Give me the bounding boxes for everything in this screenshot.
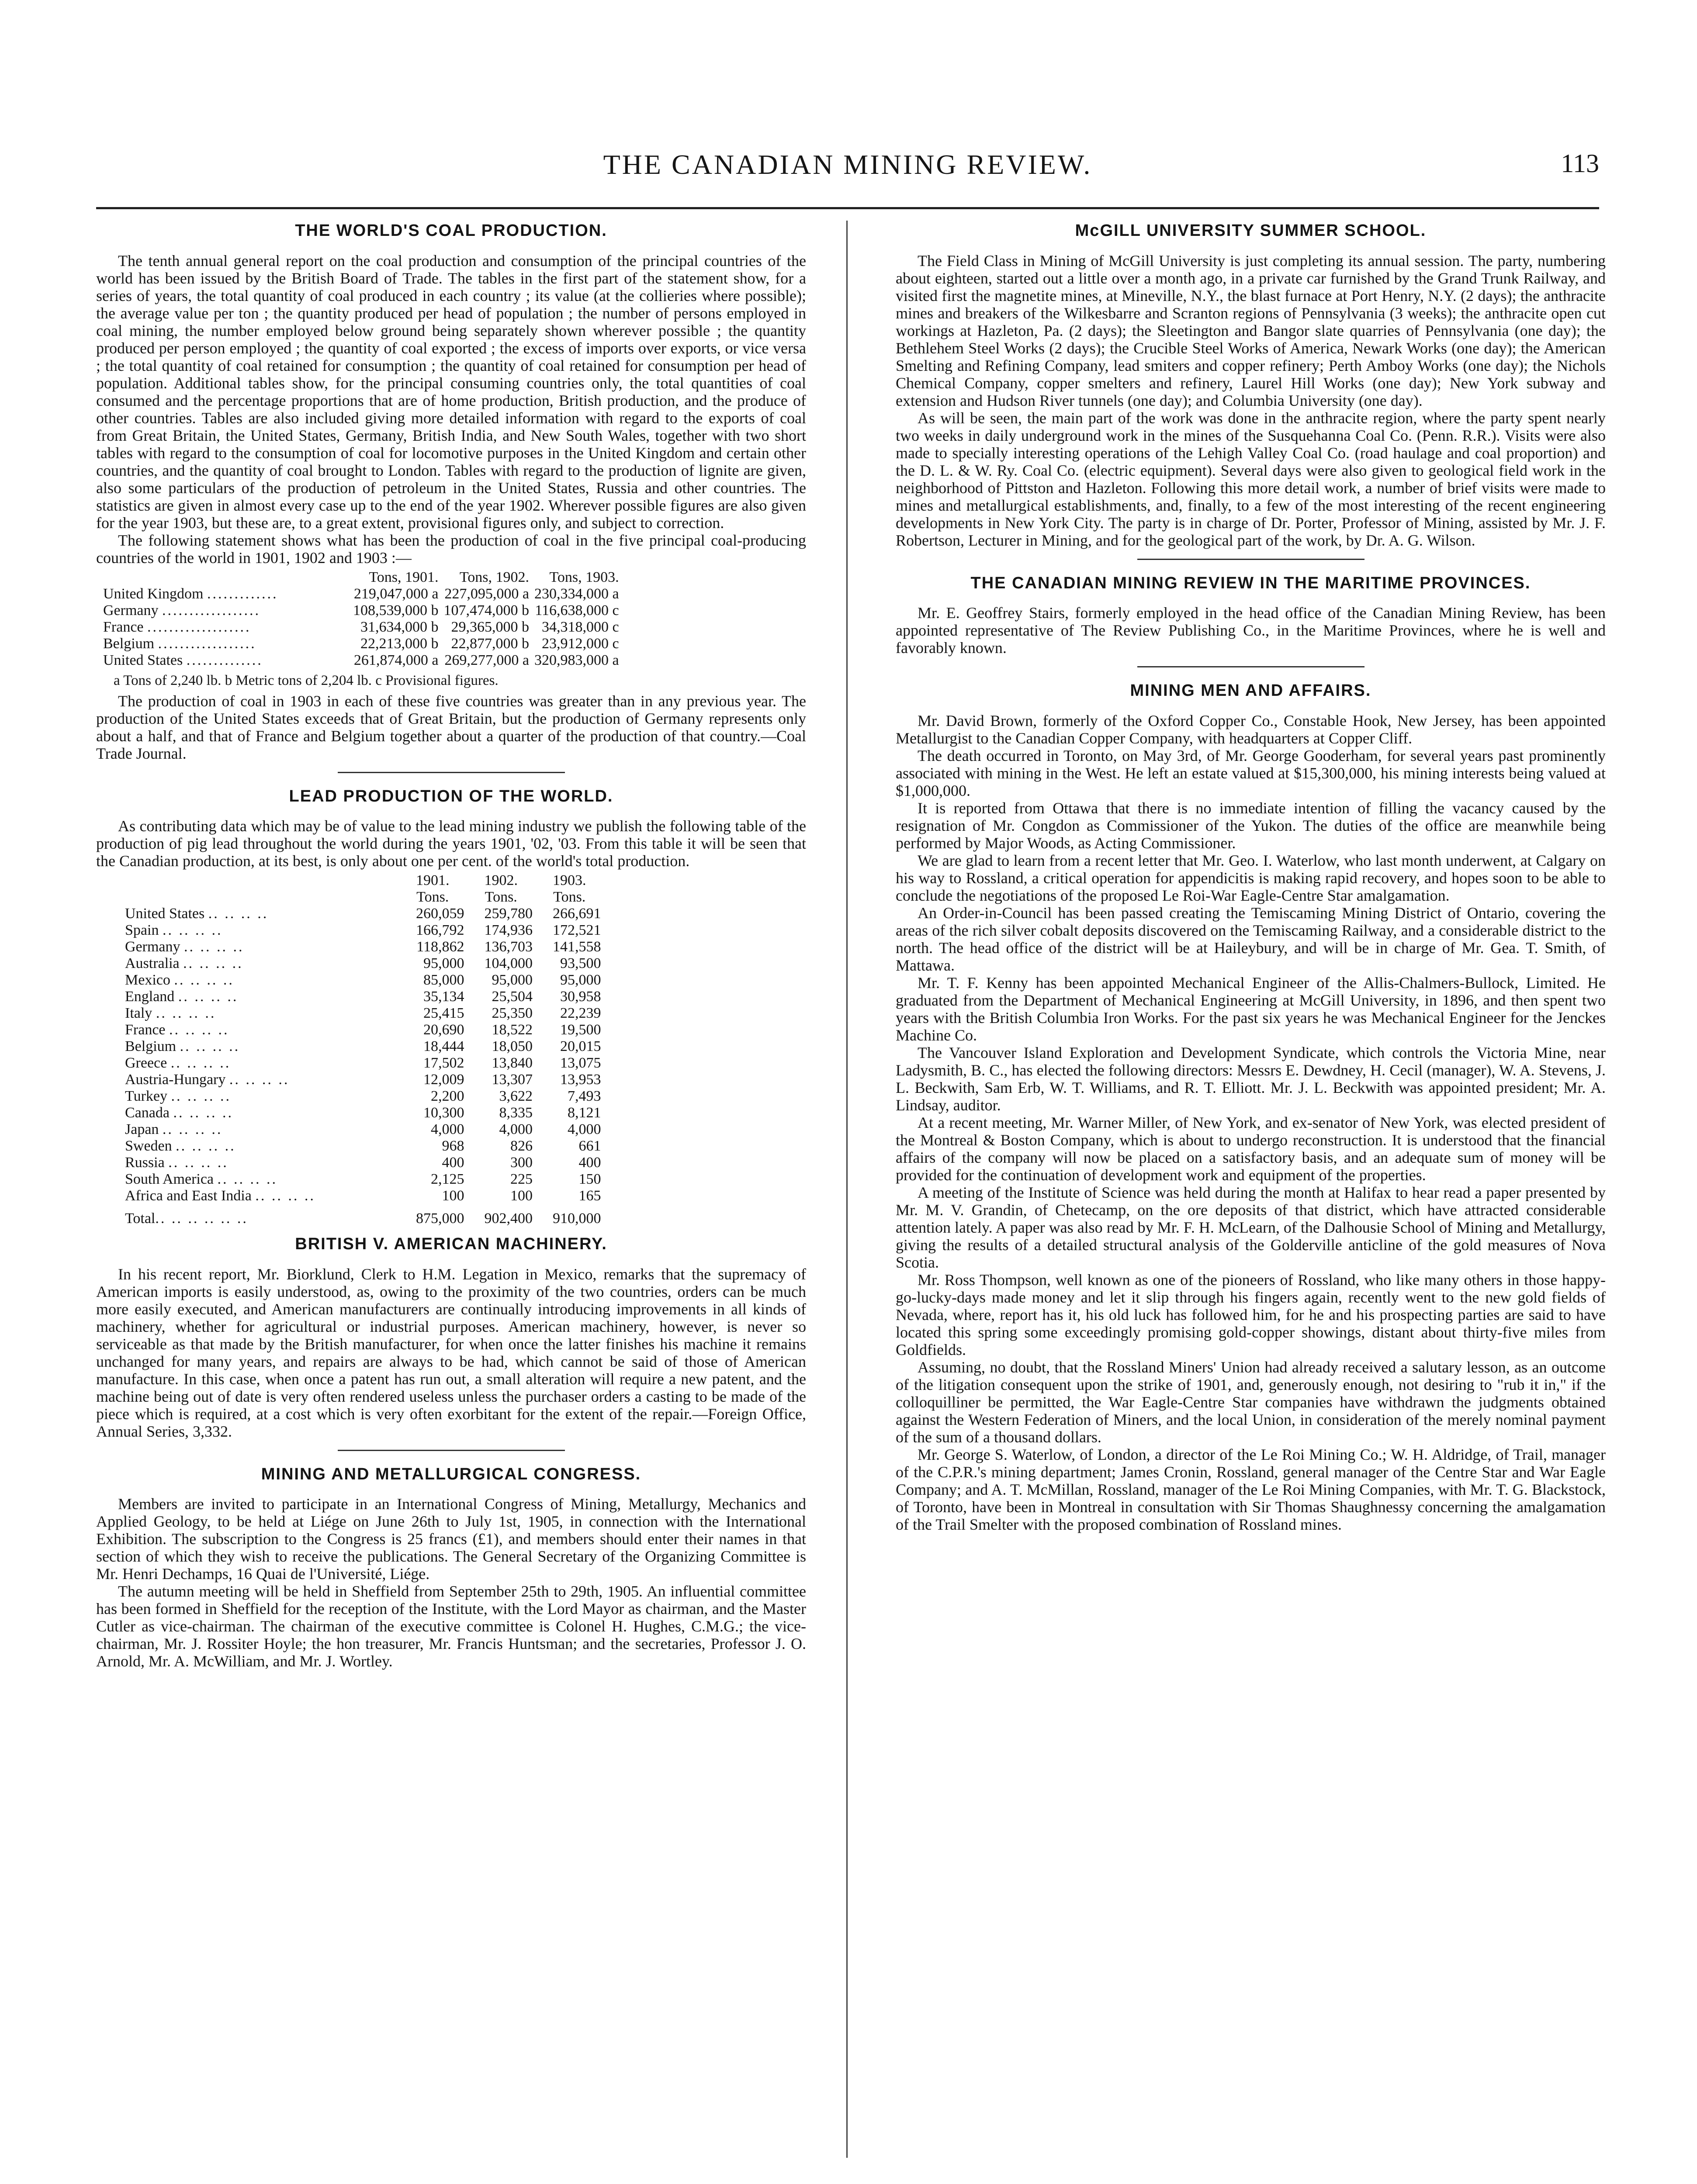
country-cell: France ................... xyxy=(103,619,251,635)
value-cell: 259,780 xyxy=(484,905,533,922)
article-mining-congress xyxy=(96,1464,806,1670)
table-row xyxy=(100,619,622,636)
country-cell: Sweden .. .. .. .. xyxy=(125,1138,236,1154)
value-cell: 8,121 xyxy=(568,1105,601,1121)
value-cell: 910,000 xyxy=(553,1210,601,1227)
paragraph: An Order-in-Council has been passed creating the Temiscaming Mining District of Ontario, covering the areas of the rich silver cobalt deposits discovered on the Temiscaming Railway, and a considerable district to the north. The head office of the district will be at Haileybury, and will be in charge of Mr. Gea. T. Smith, of Mattawa. xyxy=(896,904,1606,974)
article-title: McGILL UNIVERSITY SUMMER SCHOOL. xyxy=(1075,221,1427,240)
value-cell: 31,634,000 b xyxy=(360,619,439,635)
value-cell: 4,000 xyxy=(568,1121,601,1137)
country-cell: Germany .. .. .. .. xyxy=(125,939,244,955)
paragraph: At a recent meeting, Mr. Warner Miller, of New York, and ex-senator of New York, was elected president of the Montreal & Boston Company, which is about to undergo reconstruction. It is understood that the financial affairs of the company will now be placed on a satisfactory basis, and an adequate sum of money will be provided for the continuation of development work and equipment of the properties. xyxy=(896,1113,1606,1184)
table-header-cell: Tons. xyxy=(485,889,517,905)
table-row xyxy=(122,955,604,972)
value-cell: 174,936 xyxy=(484,922,533,938)
country-cell: Mexico .. .. .. .. xyxy=(125,972,234,988)
country-cell: Spain .. .. .. .. xyxy=(125,922,223,938)
value-cell: 12,009 xyxy=(423,1071,464,1088)
country-cell: Belgium .. .. .. .. xyxy=(125,1038,240,1054)
lead-table-body xyxy=(122,905,604,1204)
country-cell: France .. .. .. .. xyxy=(125,1022,229,1038)
value-cell: 172,521 xyxy=(553,922,601,938)
country-cell: Australia .. .. .. .. xyxy=(125,955,243,971)
value-cell: 10,300 xyxy=(423,1105,464,1121)
value-cell: 141,558 xyxy=(553,939,601,955)
paragraph: Mr. T. F. Kenny has been appointed Mechanical Engineer of the Allis-Chalmers-Bullock, Limited. He graduated from the Department of Mechanical Engineering at McGill University, in 1896, and then spent two years with the British Columbia Iron Works. For the past six years he was Mechanical Engineer for the Jenckes Machine Co. xyxy=(896,974,1606,1044)
value-cell: 902,400 xyxy=(484,1210,533,1227)
country-cell: Total.. .. .. .. .. .. xyxy=(125,1210,248,1227)
article-title: BRITISH V. AMERICAN MACHINERY. xyxy=(295,1235,607,1253)
value-cell: 8,335 xyxy=(499,1105,533,1121)
paragraph: A meeting of the Institute of Science was held during the month at Halifax to hear read a paper presented by Mr. M. V. Grandin, of Chetecamp, on the ore deposits of that district, which have attracted considerable attention lately. A paper was also read by Mr. F. H. McLearn, of the Dalhousie School of Mining and Metallurgy, giving the results of a detailed structural analysis of the Golderville anticline of the gold measures of Nova Scotia. xyxy=(896,1183,1606,1271)
table-header-cell xyxy=(122,889,398,905)
table-row xyxy=(122,939,604,955)
paragraph: Mr. George S. Waterlow, of London, a director of the Le Roi Mining Co.; W. H. Aldridge, of Trail, manager of the C.P.R.'s mining department; James Cronin, Rossland, general manager of the Centre Star and War Eagle Company; and A. T. McMillan, Rossland, manager of the Le Roi Mining Companies, with Mr. T. G. Blackstock, of Toronto, have been in Montreal in consultation with Sir Thomas Shaughnessy concerning the amalgamation of the Trail Smelter with the proposed combination of Rossland mines. xyxy=(896,1445,1606,1533)
country-cell: Austria-Hungary .. .. .. .. xyxy=(125,1071,290,1088)
value-cell: 136,703 xyxy=(484,939,533,955)
value-cell: 25,504 xyxy=(492,988,533,1005)
article-title: LEAD PRODUCTION OF THE WORLD. xyxy=(289,787,613,805)
paragraph: In his recent report, Mr. Biorklund, Clerk to H.M. Legation in Mexico, remarks that the supremacy of American imports is easily understood, as, owing to the proximity of the two countries, orders can be much more easily executed, and American manufacturers are continually introducing improvements in all kinds of machinery, whether for agricultural or industrial purposes. American machinery, however, is never so serviceable as that made by the British manufacturer, for when once the latter finishes his machine it remains unchanged for many years, and repairs are always to be had, which cannot be said of those of American manufacture. In this case, when once a patent has run out, a small alteration will require a new patent, and the machine being out of date is very often rendered useless unless the purchaser orders a casting to be made of the piece which is required, at a cost which is very often exorbitant for the extent of the repair.—Foreign Office, Annual Series, 3,332. xyxy=(96,1265,806,1440)
country-cell: United States .............. xyxy=(103,652,263,668)
table-row xyxy=(100,652,622,669)
value-cell: 100 xyxy=(510,1188,533,1204)
country-cell: Belgium .................. xyxy=(103,635,256,652)
paragraph: We are glad to learn from a recent letter that Mr. Geo. I. Waterlow, who last month underwent, at Calgary on his way to Rossland, a critical operation for appendicitis is making rapid recovery, and hopes soon to be able to conclude the negotiations of the proposed Le Roi-War Eagle-Centre Star amalgamation. xyxy=(896,851,1606,904)
table-row xyxy=(122,988,604,1005)
article-mining-men-affairs xyxy=(896,681,1606,1533)
value-cell: 166,792 xyxy=(416,922,464,938)
value-cell: 107,474,000 b xyxy=(443,602,529,619)
paragraph: Assuming, no doubt, that the Rossland Miners' Union had already received a salutary lesson, as an outcome of the litigation consequent upon the strike of 1901, and, generously enough, not desiring to "rub it in," if the colloquilliner be permitted, the War Eagle-Centre Star companies have withdrawn the judgments obtained against the Western Federation of Miners, and the local Union, in consideration of the merely nominal payment of the sum of a thousand dollars. xyxy=(896,1358,1606,1446)
country-cell: Greece .. .. .. .. xyxy=(125,1055,231,1071)
value-cell: 826 xyxy=(510,1138,533,1154)
value-cell: 22,877,000 b xyxy=(451,635,529,652)
table-row xyxy=(122,1154,604,1171)
value-cell: 100 xyxy=(442,1188,464,1204)
paragraph: As contributing data which may be of value to the lead mining industry we publish the following table of the production of pig lead throughout the world during the years 1901, '02, '03. From this table it will be seen that the Canadian production, at its best, is only about one per cent. of the world's total production. xyxy=(96,817,806,870)
table-row xyxy=(122,1188,604,1204)
header-rule xyxy=(96,207,1599,209)
table-header-cell: Tons, 1903. xyxy=(549,569,619,585)
table-header-cell: Tons. xyxy=(553,889,586,905)
value-cell: 25,415 xyxy=(423,1005,464,1021)
value-cell: 150 xyxy=(578,1171,601,1187)
value-cell: 108,539,000 b xyxy=(353,602,439,619)
value-cell: 227,095,000 a xyxy=(444,585,529,602)
table-row xyxy=(122,1005,604,1022)
value-cell: 85,000 xyxy=(423,972,464,988)
table-header-cell: 1901. xyxy=(416,872,450,888)
paragraph: The following statement shows what has been the production of coal in the five principal coal-producing countries of the world in 1901, 1902 and 1903 :— xyxy=(96,531,806,567)
value-cell: 400 xyxy=(442,1154,464,1171)
article-coal-production xyxy=(96,221,806,762)
table-header-row xyxy=(100,569,622,586)
value-cell: 13,307 xyxy=(492,1071,533,1088)
table-row xyxy=(122,905,604,922)
table-header-cell: 1903. xyxy=(553,872,586,888)
table-header-cell xyxy=(122,872,398,889)
value-cell: 400 xyxy=(578,1154,601,1171)
country-cell: Turkey .. .. .. .. xyxy=(125,1088,231,1104)
right-column xyxy=(896,221,1606,1538)
value-cell: 29,365,000 b xyxy=(451,619,529,635)
country-cell: Germany .................. xyxy=(103,602,261,619)
paragraph: Mr. Ross Thompson, well known as one of the pioneers of Rossland, who like many others in those happy-go-lucky-days made money and let it slip through his fingers again, recently went to the new gold fields of Nevada, where, report has it, his old luck has followed him, for he and his prospecting parties are said to have located this spring some exceedingly promising gold-copper showings, distant about thirty-five miles from Goldfields. xyxy=(896,1271,1606,1358)
value-cell: 22,239 xyxy=(560,1005,601,1021)
paragraph: The Vancouver Island Exploration and Development Syndicate, which controls the Victoria Mine, near Ladysmith, B. C., has elected the following directors: Messrs E. Dewdney, H. Cecil (manager), W. A. Stevens, J. L. Beckwith, Sam Erb, W. T. Williams, and R. T. Elliott. Mr. J. L. Beckwith was appointed president; Mr. A. Lindsay, auditor. xyxy=(896,1044,1606,1114)
table-row xyxy=(122,1138,604,1154)
value-cell: 20,015 xyxy=(560,1038,601,1054)
table-row xyxy=(122,1055,604,1071)
value-cell: 95,000 xyxy=(423,955,464,971)
country-cell: Africa and East India .. .. .. .. xyxy=(125,1188,315,1204)
country-cell: South America .. .. .. .. xyxy=(125,1171,278,1187)
value-cell: 35,134 xyxy=(423,988,464,1005)
value-cell: 93,500 xyxy=(560,955,601,971)
value-cell: 23,912,000 c xyxy=(542,635,619,652)
value-cell: 18,444 xyxy=(423,1038,464,1054)
value-cell: 95,000 xyxy=(560,972,601,988)
article-review-maritime xyxy=(896,573,1606,657)
paragraph: Members are invited to participate in an International Congress of Mining, Metallurgy, Mechanics and Applied Geology, to be held at Liége on June 26th to July 1st, 1905, in connection with the International Exhibition. The subscription to the Congress is 25 francs (£1), and members should enter their names in that section of which they wish to receive the publications. The General Secretary of the Organizing Committee is Mr. Henri Dechamps, 16 Quai de l'Université, Liége. xyxy=(96,1495,806,1583)
country-cell: Italy .. .. .. .. xyxy=(125,1005,216,1021)
value-cell: 661 xyxy=(578,1138,601,1154)
article-title: MINING MEN AND AFFAIRS. xyxy=(1130,681,1371,700)
table-header-row xyxy=(122,872,604,889)
table-header-cell xyxy=(100,569,350,586)
article-mcgill-summer-school xyxy=(896,221,1606,549)
table-row xyxy=(122,922,604,939)
value-cell: 104,000 xyxy=(484,955,533,971)
value-cell: 300 xyxy=(510,1154,533,1171)
paragraph: As will be seen, the main part of the work was done in the anthracite region, where the party spent nearly two weeks in daily underground work in the mines of the Susquehanna Coal Co. (Penn. R.R.). Visits were also made to specially interesting operations of the Lehigh Valley Coal Co. (road haulage and coal proportion) and the D. L. & W. Ry. Coal Co. (electric equipment). Several days were also given to geological field work in the neighborhood of Pittston and Hazleton. Following this more detail work, a number of brief visits were made to mines and metallurgical establishments, and, finally, to a few of the most interesting of the recent engineering developments in New York City. The party is in charge of Dr. Porter, Professor of Mining, assisted by Mr. J. F. Robertson, Lecturer in Mining, and for the geological part of the work, by Dr. A. G. Wilson. xyxy=(896,409,1606,549)
country-cell: Russia .. .. .. .. xyxy=(125,1154,229,1171)
value-cell: 320,983,000 a xyxy=(534,652,619,668)
value-cell: 3,622 xyxy=(499,1088,533,1104)
value-cell: 875,000 xyxy=(416,1210,464,1227)
table-row xyxy=(122,1105,604,1121)
value-cell: 4,000 xyxy=(431,1121,464,1137)
value-cell: 20,690 xyxy=(423,1022,464,1038)
value-cell: 219,047,000 a xyxy=(353,585,439,602)
value-cell: 2,200 xyxy=(431,1088,464,1104)
paragraph: It is reported from Ottawa that there is no immediate intention of filling the vacancy caused by the resignation of Mr. Congdon as Commissioner of the Yukon. The duties of the office are meanwhile being performed by Major Woods, as Acting Commissioner. xyxy=(896,799,1606,852)
table-header-row xyxy=(122,889,604,905)
article-title: THE WORLD'S COAL PRODUCTION. xyxy=(295,221,607,240)
section-separator xyxy=(1137,666,1365,667)
section-separator xyxy=(1137,559,1365,560)
value-cell: 30,958 xyxy=(560,988,601,1005)
value-cell: 7,493 xyxy=(568,1088,601,1104)
table-row xyxy=(122,1171,604,1188)
table-header-cell: Tons, 1901. xyxy=(369,569,439,585)
country-cell: England .. .. .. .. xyxy=(125,988,239,1005)
value-cell: 13,075 xyxy=(560,1055,601,1071)
value-cell: 2,125 xyxy=(431,1171,464,1187)
section-separator xyxy=(338,772,565,773)
country-cell: Canada .. .. .. .. xyxy=(125,1105,233,1121)
article-title: THE CANADIAN MINING REVIEW IN THE MARITIME PROVINCES. xyxy=(970,574,1531,592)
country-cell: United Kingdom ............. xyxy=(103,585,278,602)
value-cell: 4,000 xyxy=(499,1121,533,1137)
table-header-cell: 1902. xyxy=(484,872,518,888)
value-cell: 118,862 xyxy=(416,939,464,955)
table-row xyxy=(100,586,622,602)
table-row xyxy=(122,1121,604,1138)
table-row xyxy=(122,972,604,988)
paragraph: Mr. David Brown, formerly of the Oxford Copper Co., Constable Hook, New Jersey, has been appointed Metallurgist to the Canadian Copper Company, with headquarters at Copper Cliff. xyxy=(896,712,1606,747)
paragraph: The tenth annual general report on the coal production and consumption of the principal countries of the world has been issued by the British Board of Trade. The tables in the first part of the statement show, for a series of years, the total quantity of coal produced in each country ; its value (at the collieries where possible); the average value per ton ; the quantity produced per head of population ; the number of persons employed in coal mining, the number employed below ground being separately shown wherever possible ; the quantity produced per person employed ; the quantity of coal exported ; the excess of imports over exports, or vice versa ; the total quantity of coal retained for consumption ; the quantity of coal retained for consumption per head of population. Additional tables show, for the principal consuming countries only, the total quantities of coal consumed and the percentage proportions that are of home production, British production, and the produce of other countries. Tables are also included giving more detailed information with regard to the exports of coal from Great Britain, the United States, Germany, British India, and New South Wales, together with two short tables with regard to the consumption of coal for locomotive purposes in the United Kingdom and certain other countries, and the quantity of coal brought to London. Tables with regard to the production of lignite are given, also some particulars of the production of petroleum in the United States, Russia and other countries. The statistics are given in almost every case up to the end of the year 1902. Wherever possible figures are also given for the year 1903, but these are, to a great extent, provisional figures only, and subject to correction. xyxy=(96,252,806,532)
table-row xyxy=(100,602,622,619)
value-cell: 261,874,000 a xyxy=(353,652,439,668)
value-cell: 17,502 xyxy=(423,1055,464,1071)
value-cell: 22,213,000 b xyxy=(360,635,439,652)
paragraph: The production of coal in 1903 in each of these five countries was greater than in any previous year. The production of the United States exceeds that of Great Britain, but the production of Germany represents only about a half, and that of France and Belgium together about a quarter of the production of that country.—Coal Trade Journal. xyxy=(96,692,806,762)
value-cell: 19,500 xyxy=(560,1022,601,1038)
value-cell: 25,350 xyxy=(492,1005,533,1021)
left-column xyxy=(96,221,806,1674)
column-divider xyxy=(846,221,848,2158)
value-cell: 116,638,000 c xyxy=(535,602,619,619)
article-title: MINING AND METALLURGICAL CONGRESS. xyxy=(261,1465,641,1483)
table-row xyxy=(122,1088,604,1105)
article-lead-production xyxy=(96,786,806,1227)
running-head xyxy=(96,144,1599,197)
coal-production-table xyxy=(100,569,622,669)
value-cell: 18,050 xyxy=(492,1038,533,1054)
table-row xyxy=(122,1038,604,1055)
page-number: 113 xyxy=(1561,149,1599,178)
value-cell: 230,334,000 a xyxy=(534,585,619,602)
value-cell: 225 xyxy=(510,1171,533,1187)
value-cell: 34,318,000 c xyxy=(542,619,619,635)
value-cell: 13,953 xyxy=(560,1071,601,1088)
table-total-row xyxy=(122,1204,604,1227)
paragraph: Mr. E. Geoffrey Stairs, formerly employed in the head office of the Canadian Mining Review, has been appointed representative of The Review Publishing Co., in the Maritime Provinces, where he is well and favorably known. xyxy=(896,604,1606,657)
table-footnote: a Tons of 2,240 lb. b Metric tons of 2,204 lb. c Provisional figures. xyxy=(114,672,499,688)
article-british-american-machinery xyxy=(96,1234,806,1440)
value-cell: 165 xyxy=(578,1188,601,1204)
journal-title: THE CANADIAN MINING REVIEW. xyxy=(603,149,1092,180)
value-cell: 266,691 xyxy=(553,905,601,922)
value-cell: 18,522 xyxy=(492,1022,533,1038)
value-cell: 968 xyxy=(442,1138,464,1154)
country-cell: Japan .. .. .. .. xyxy=(125,1121,223,1137)
table-header-cell: Tons. xyxy=(416,889,449,905)
value-cell: 13,840 xyxy=(492,1055,533,1071)
paragraph: The Field Class in Mining of McGill University is just completing its annual session. The party, numbering about eighteen, started out a little over a month ago, in a private car furnished by the Grand Trunk Railway, and visited first the magnetite mines, at Mineville, N.Y., the blast furnace at Port Henry, N.Y. (2 days); the anthracite mines and breakers of the Wilkesbarre and Scranton regions of Pennsylvania (3 weeks); the anthracite open cut workings at Hazleton, Pa. (2 days); the Sleetington and Bangor slate quarries of Pennsylvania (one day); the Bethlehem Steel Works (2 days); the Crucible Steel Works of America, Newark Works (one day); the American Smelting and Refining Company, lead smiters and copper refinery; Perth Amboy Works (one day); the Nichols Chemical Company, copper smelters and refinery, Laurel Hill Works (one day); New York subway and extension and Hudson River tunnels (one day); and Columbia University (one day). xyxy=(896,252,1606,409)
paragraph: The death occurred in Toronto, on May 3rd, of Mr. George Gooderham, for several years past prominently associated with mining in the West. He left an estate valued at $15,300,000, his mining interests being valued at $1,000,000. xyxy=(896,746,1606,799)
table-row xyxy=(122,1071,604,1088)
country-cell: United States .. .. .. .. xyxy=(125,905,269,922)
value-cell: 269,277,000 a xyxy=(444,652,529,668)
lead-production-table xyxy=(122,872,604,1227)
value-cell: 95,000 xyxy=(492,972,533,988)
table-row xyxy=(100,636,622,652)
table-row xyxy=(122,1022,604,1038)
section-separator xyxy=(338,1450,565,1451)
paragraph: The autumn meeting will be held in Sheffield from September 25th to 29th, 1905. An influential committee has been formed in Sheffield for the reception of the Institute, with the Lord Mayor as chairman, and the Master Cutler as vice-chairman. The chairman of the executive committee is Colonel H. Hughes, C.M.G.; the vice-chairman, Mr. J. Rossiter Hoyle; the hon treasurer, Mr. Francis Huntsman; and the secretaries, Professor J. O. Arnold, Mr. A. McWilliam, and Mr. J. Wortley. xyxy=(96,1583,806,1670)
value-cell: 260,059 xyxy=(416,905,464,922)
table-header-cell: Tons, 1902. xyxy=(459,569,529,585)
